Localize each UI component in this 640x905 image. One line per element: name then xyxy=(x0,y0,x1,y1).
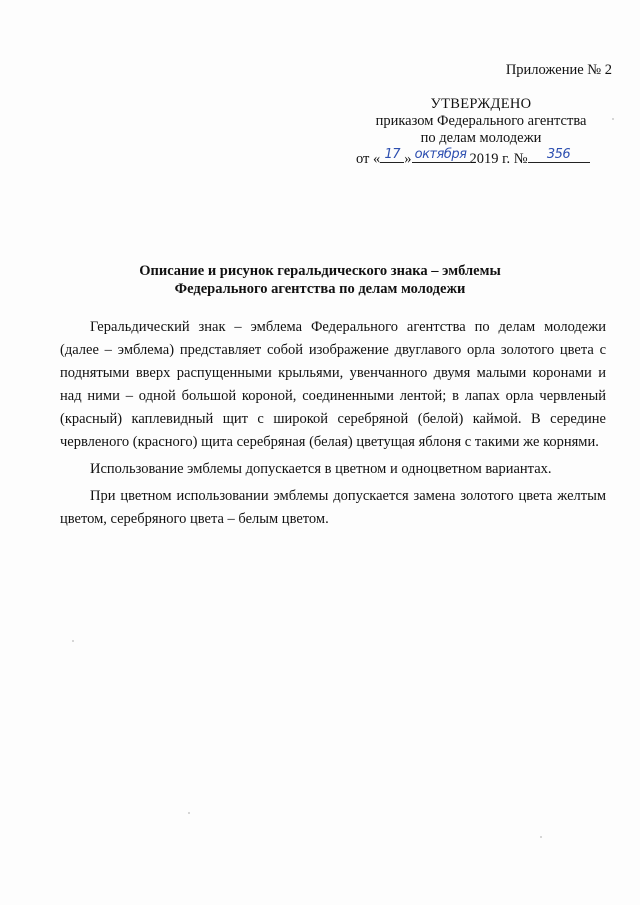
handwritten-day: 17 xyxy=(384,147,401,162)
scan-speck xyxy=(540,836,542,838)
date-mid: » xyxy=(404,151,412,167)
date-prefix: от « xyxy=(356,151,381,167)
document-title xyxy=(40,262,600,298)
body-paragraph-usage: Использование эмблемы допускается в цветном и одноцветном вариантах. xyxy=(90,461,552,477)
appendix-label: Приложение № 2 xyxy=(505,62,612,78)
year-and-number-label: 2019 г. № xyxy=(469,151,528,167)
month-blank xyxy=(412,147,470,163)
body-paragraph-color-replacement: При цветном использовании эмблемы допускается замена золотого цвета желтым цветом, серебряного цвета – белым цветом. xyxy=(60,488,606,527)
approval-issuer-line1: приказом Федерального агентства xyxy=(375,113,587,129)
approval-block xyxy=(356,96,606,168)
handwritten-month: октября xyxy=(414,147,467,162)
scan-speck xyxy=(188,812,190,814)
approval-heading: УТВЕРЖДЕНО xyxy=(430,96,532,112)
body-paragraph-description: Геральдический знак – эмблема Федерального агентства по делам молодежи (далее – эмблема) представляет собой изображение двуглавого орла золотого цвета с поднятыми вверх распущенными крыльями, увенчанного двумя малыми коронами и над ними – одной большой короной, соединенными лентой; в лапах орла червленый (красный) каплевидный щит с широкой серебряной (белой) каймой. В середине червленого (красного) щита серебряная (белая) цветущая яблоня с такими же корнями. xyxy=(60,319,606,450)
handwritten-number: 356 xyxy=(546,147,571,162)
number-blank xyxy=(528,147,590,163)
document-body xyxy=(60,316,606,535)
approval-issuer-line2: по делам молодежи xyxy=(420,130,542,146)
title-line1: Описание и рисунок геральдического знака – эмблемы xyxy=(139,263,501,279)
order-date-line xyxy=(356,147,606,168)
scan-speck xyxy=(72,640,74,642)
scan-speck xyxy=(612,118,614,120)
title-line2: Федерального агентства по делам молодежи xyxy=(174,281,466,297)
day-blank xyxy=(380,147,404,163)
